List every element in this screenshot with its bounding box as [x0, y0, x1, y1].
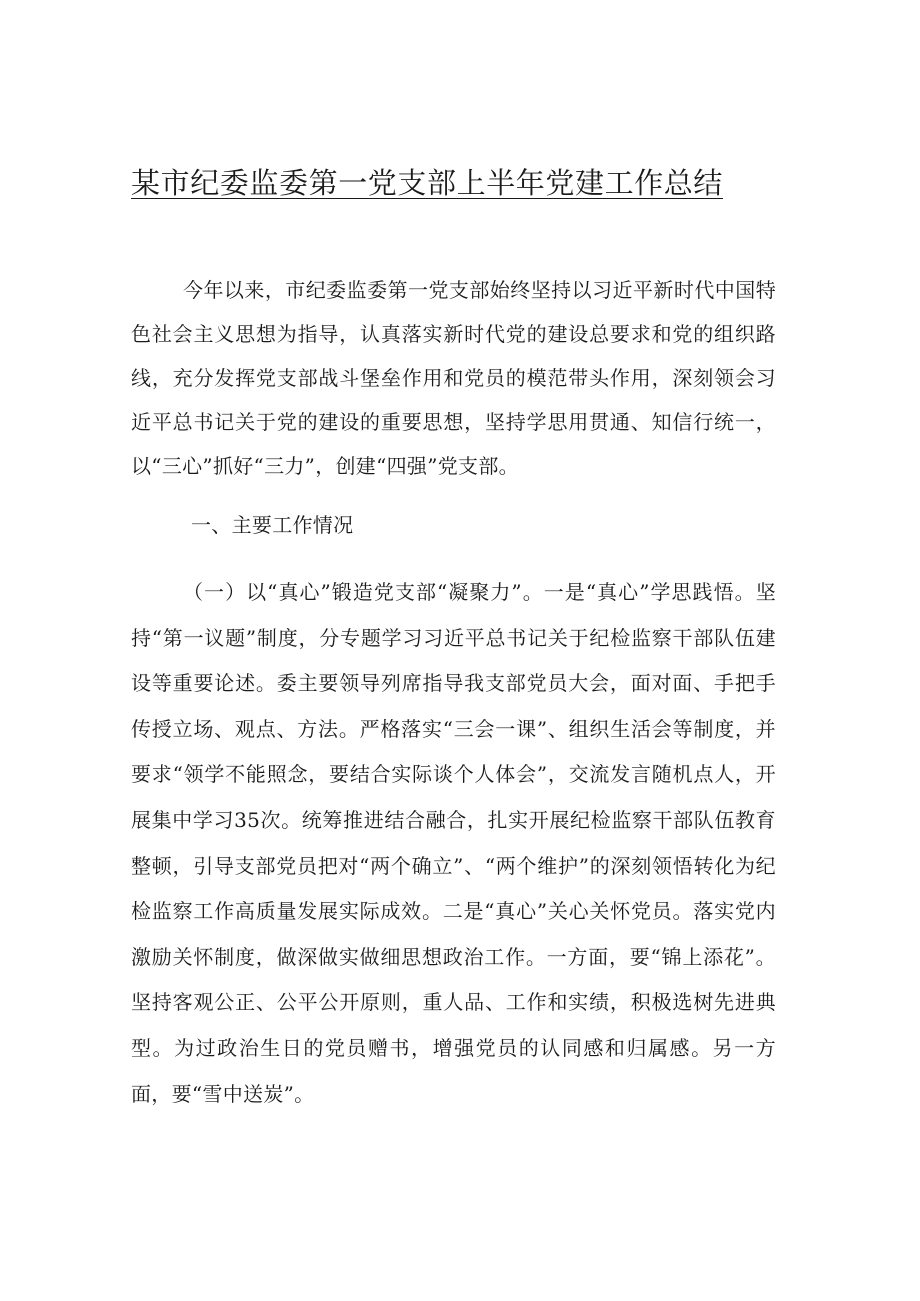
document-title: 某市纪委监委第一党支部上半年党建工作总结 [131, 166, 724, 200]
section-paragraph: （一）以“真心”锻造党支部“凝聚力”。一是“真心”学思践悟。坚持“第一议题”制度，分专题学习习近平总书记关于纪检监察干部队伍建设等重要论述。委主要领导列席指导我支部党员大会，面对面、手把手传授立场、观点、方法。严格落实“三会一课”、组织生活会等制度，并要求“领学不能照念，要结合实际谈个人体会”，交流发言随机点人，开展集中学习35次。统筹推进结合融合，扎实开展纪检监察干部队伍教育整顿，引导支部党员把对“两个确立”、“两个维护”的深刻领悟转化为纪检监察工作高质量发展实际成效。二是“真心”关心关怀党员。落实党内激励关怀制度，做深做实做细思想政治工作。一方面，要“锦上添花”。坚持客观公正、公平公开原则，重人品、工作和实绩，积极选树先进典型。为过政治生日的党员赠书，增强党员的认同感和归属感。另一方面，要“雪中送炭”。 [131, 580, 776, 1106]
section-heading: 一、主要工作情况 [191, 513, 354, 537]
intro-paragraph: 今年以来，市纪委监委第一党支部始终坚持以习近平新时代中国特色社会主义思想为指导，认真落实新时代党的建设总要求和党的组织路线，充分发挥党支部战斗堡垒作用和党员的模范带头作用，深刻领会习近平总书记关于党的建设的重要思想，坚持学思用贯通、知信行统一，以“三心”抓好“三力”，创建“四强”党支部。 [131, 278, 776, 478]
